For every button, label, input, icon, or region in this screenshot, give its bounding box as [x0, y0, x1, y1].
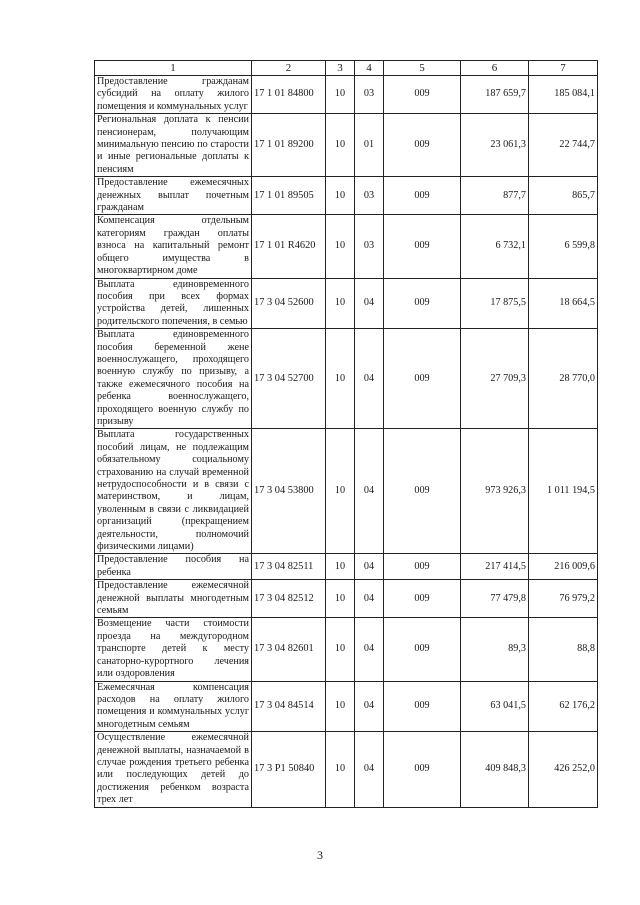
- row-value-cell: 1 011 194,5: [529, 429, 598, 554]
- row-value-cell: 62 176,2: [529, 681, 598, 732]
- row-name-cell: Осуществление ежемесячной денежной выплаты, назначаемой в случае рождения третьего ребенка или последующих детей до достижения ребенком возраста трех лет: [95, 732, 252, 807]
- row-name-cell: Региональная доплата к пенсии пенсионерам, получающим минимальную пенсию по старости и иные региональные доплаты к пенсиям: [95, 114, 252, 177]
- row-section-cell: 10: [326, 732, 355, 807]
- row-subsection-cell: 03: [355, 177, 384, 215]
- row-value-cell: 23 061,3: [461, 114, 529, 177]
- row-section-cell: 10: [326, 681, 355, 732]
- row-value-cell: 28 770,0: [529, 329, 598, 429]
- row-code-cell: 17 3 04 52700: [252, 329, 326, 429]
- table-row: [95, 681, 598, 732]
- row-subsection-cell: 04: [355, 681, 384, 732]
- row-name-cell: Компенсация отдельным категориям граждан оплаты взноса на капитальный ремонт общего имущества в многоквартирном доме: [95, 215, 252, 278]
- row-value-cell: 409 848,3: [461, 732, 529, 807]
- row-name-cell: Ежемесячная компенсация расходов на оплату жилого помещения и коммунальных услуг многодетным семьям: [95, 681, 252, 732]
- page-number: 3: [317, 848, 323, 862]
- column-header: 2: [252, 61, 326, 76]
- row-value-cell: 6 732,1: [461, 215, 529, 278]
- row-name-cell: Предоставление ежемесячной денежной выплаты многодетным семьям: [95, 580, 252, 618]
- row-code-cell: 17 1 01 89200: [252, 114, 326, 177]
- row-value-cell: 6 599,8: [529, 215, 598, 278]
- table-row: [95, 618, 598, 681]
- row-code-cell: 17 3 04 53800: [252, 429, 326, 554]
- row-section-cell: 10: [326, 177, 355, 215]
- table-row: [95, 329, 598, 429]
- column-header: 3: [326, 61, 355, 76]
- row-section-cell: 10: [326, 580, 355, 618]
- row-subsection-cell: 04: [355, 278, 384, 329]
- table-row: [95, 554, 598, 580]
- table-row: [95, 177, 598, 215]
- row-section-cell: 10: [326, 215, 355, 278]
- table-row: [95, 580, 598, 618]
- row-name-cell: Выплата единовременного пособия беременной жене военнослужащего, проходящего военную службу по призыву, а также ежемесячного пособия на ребенка военнослужащего, проходящего военную службу по призыву: [95, 329, 252, 429]
- row-value-cell: 216 009,6: [529, 554, 598, 580]
- table-row: [95, 732, 598, 807]
- row-section-cell: 10: [326, 554, 355, 580]
- row-subsection-cell: 01: [355, 114, 384, 177]
- column-header: 4: [355, 61, 384, 76]
- row-code-cell: 17 1 01 84800: [252, 76, 326, 114]
- row-name-cell: Выплата единовременного пособия при всех формах устройства детей, лишенных родительского попечения, в семью: [95, 278, 252, 329]
- row-value-cell: 88,8: [529, 618, 598, 681]
- row-agency-cell: 009: [384, 329, 461, 429]
- row-subsection-cell: 04: [355, 329, 384, 429]
- row-name-cell: Возмещение части стоимости проезда на междугородном транспорте детей к месту санаторно-курортного лечения или оздоровления: [95, 618, 252, 681]
- row-section-cell: 10: [326, 618, 355, 681]
- row-value-cell: 426 252,0: [529, 732, 598, 807]
- table-header-row: [95, 61, 598, 76]
- row-agency-cell: 009: [384, 278, 461, 329]
- row-name-cell: Предоставление ежемесячных денежных выплат почетным гражданам: [95, 177, 252, 215]
- row-value-cell: 973 926,3: [461, 429, 529, 554]
- row-agency-cell: 009: [384, 114, 461, 177]
- table-row: [95, 114, 598, 177]
- row-agency-cell: 009: [384, 580, 461, 618]
- row-value-cell: 17 875,5: [461, 278, 529, 329]
- row-code-cell: 17 3 04 84514: [252, 681, 326, 732]
- row-subsection-cell: 04: [355, 732, 384, 807]
- column-header: 7: [529, 61, 598, 76]
- table-row: [95, 429, 598, 554]
- row-value-cell: 187 659,7: [461, 76, 529, 114]
- column-header: 5: [384, 61, 461, 76]
- row-subsection-cell: 04: [355, 618, 384, 681]
- row-agency-cell: 009: [384, 681, 461, 732]
- row-value-cell: 22 744,7: [529, 114, 598, 177]
- row-agency-cell: 009: [384, 732, 461, 807]
- row-agency-cell: 009: [384, 554, 461, 580]
- row-code-cell: 17 1 01 R4620: [252, 215, 326, 278]
- row-code-cell: 17 3 P1 50840: [252, 732, 326, 807]
- row-agency-cell: 009: [384, 215, 461, 278]
- row-code-cell: 17 3 04 82601: [252, 618, 326, 681]
- row-name-cell: Выплата государственных пособий лицам, не подлежащим обязательному социальному страхованию на случай временной нетрудоспособности и в связи с материнством, и лицам, уволенным в связи с ликвидацией организаций (прекращением деятельности, полномочий физическими лицами): [95, 429, 252, 554]
- row-agency-cell: 009: [384, 618, 461, 681]
- row-agency-cell: 009: [384, 177, 461, 215]
- row-section-cell: 10: [326, 114, 355, 177]
- row-agency-cell: 009: [384, 76, 461, 114]
- row-value-cell: 217 414,5: [461, 554, 529, 580]
- row-subsection-cell: 03: [355, 215, 384, 278]
- row-value-cell: 877,7: [461, 177, 529, 215]
- row-value-cell: 18 664,5: [529, 278, 598, 329]
- row-name-cell: Предоставление пособия на ребенка: [95, 554, 252, 580]
- row-value-cell: 27 709,3: [461, 329, 529, 429]
- row-value-cell: 185 084,1: [529, 76, 598, 114]
- row-subsection-cell: 04: [355, 429, 384, 554]
- row-value-cell: 865,7: [529, 177, 598, 215]
- row-section-cell: 10: [326, 329, 355, 429]
- row-code-cell: 17 3 04 52600: [252, 278, 326, 329]
- row-subsection-cell: 03: [355, 76, 384, 114]
- row-value-cell: 89,3: [461, 618, 529, 681]
- row-name-cell: Предоставление гражданам субсидий на оплату жилого помещения и коммунальных услуг: [95, 76, 252, 114]
- table-row: [95, 76, 598, 114]
- row-code-cell: 17 3 04 82512: [252, 580, 326, 618]
- row-subsection-cell: 04: [355, 580, 384, 618]
- row-value-cell: 76 979,2: [529, 580, 598, 618]
- column-header: 1: [95, 61, 252, 76]
- row-code-cell: 17 1 01 89505: [252, 177, 326, 215]
- budget-table: [94, 60, 598, 808]
- row-section-cell: 10: [326, 278, 355, 329]
- row-section-cell: 10: [326, 429, 355, 554]
- row-section-cell: 10: [326, 76, 355, 114]
- row-subsection-cell: 04: [355, 554, 384, 580]
- row-value-cell: 77 479,8: [461, 580, 529, 618]
- row-value-cell: 63 041,5: [461, 681, 529, 732]
- table-row: [95, 278, 598, 329]
- row-agency-cell: 009: [384, 429, 461, 554]
- row-code-cell: 17 3 04 82511: [252, 554, 326, 580]
- column-header: 6: [461, 61, 529, 76]
- table-row: [95, 215, 598, 278]
